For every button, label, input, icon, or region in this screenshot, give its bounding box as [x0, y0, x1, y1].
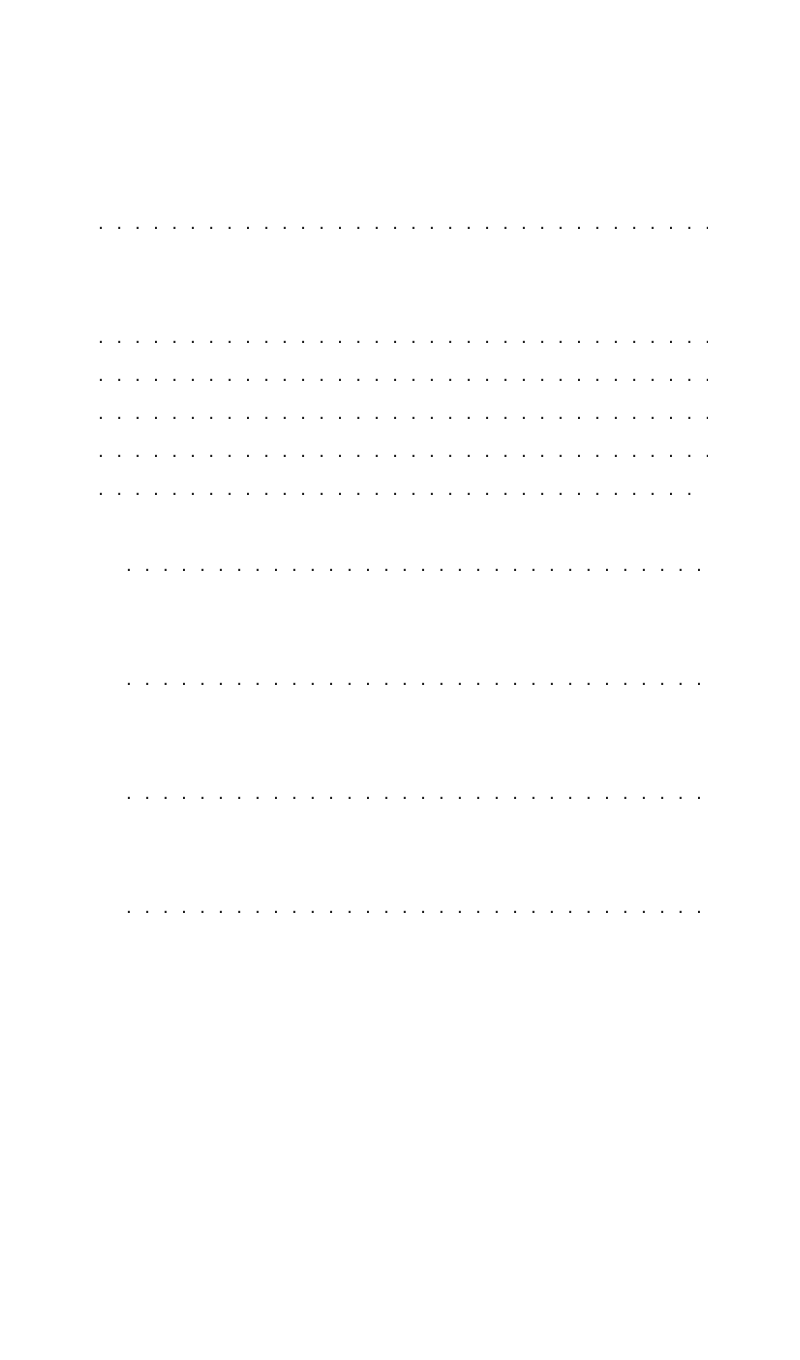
description-line — [58, 1274, 710, 1308]
leader-dots — [126, 776, 708, 810]
key-entry — [124, 548, 710, 582]
leader-dots — [126, 890, 708, 924]
page-header — [42, 72, 732, 112]
key-entry — [96, 396, 710, 430]
description-line — [58, 1236, 710, 1270]
key-line — [96, 510, 710, 544]
leader-dots — [126, 662, 708, 696]
key-genus — [96, 282, 710, 316]
description-line — [58, 1122, 710, 1156]
description-line — [96, 1046, 710, 1080]
key-line — [96, 586, 710, 620]
leader-dots — [98, 358, 708, 392]
key-line — [96, 700, 710, 734]
key-entry — [124, 776, 710, 810]
key-entry — [96, 358, 710, 392]
key-line — [124, 624, 710, 658]
key-genus — [96, 168, 710, 202]
leader-dots — [98, 320, 708, 354]
description-line — [58, 1198, 710, 1232]
leader-dots — [98, 472, 692, 506]
leader-dots — [126, 548, 708, 582]
leader-dots — [98, 396, 708, 430]
key-entry — [124, 890, 710, 924]
leader-dots — [98, 434, 708, 468]
key-entry — [96, 434, 710, 468]
description-line — [58, 1084, 710, 1118]
key-line — [124, 738, 710, 772]
key-entry — [96, 206, 710, 240]
key-entry — [96, 320, 710, 354]
key-entry — [96, 472, 694, 506]
key-entry — [124, 662, 710, 696]
leader-dots — [98, 206, 708, 240]
description-line — [58, 1160, 710, 1194]
